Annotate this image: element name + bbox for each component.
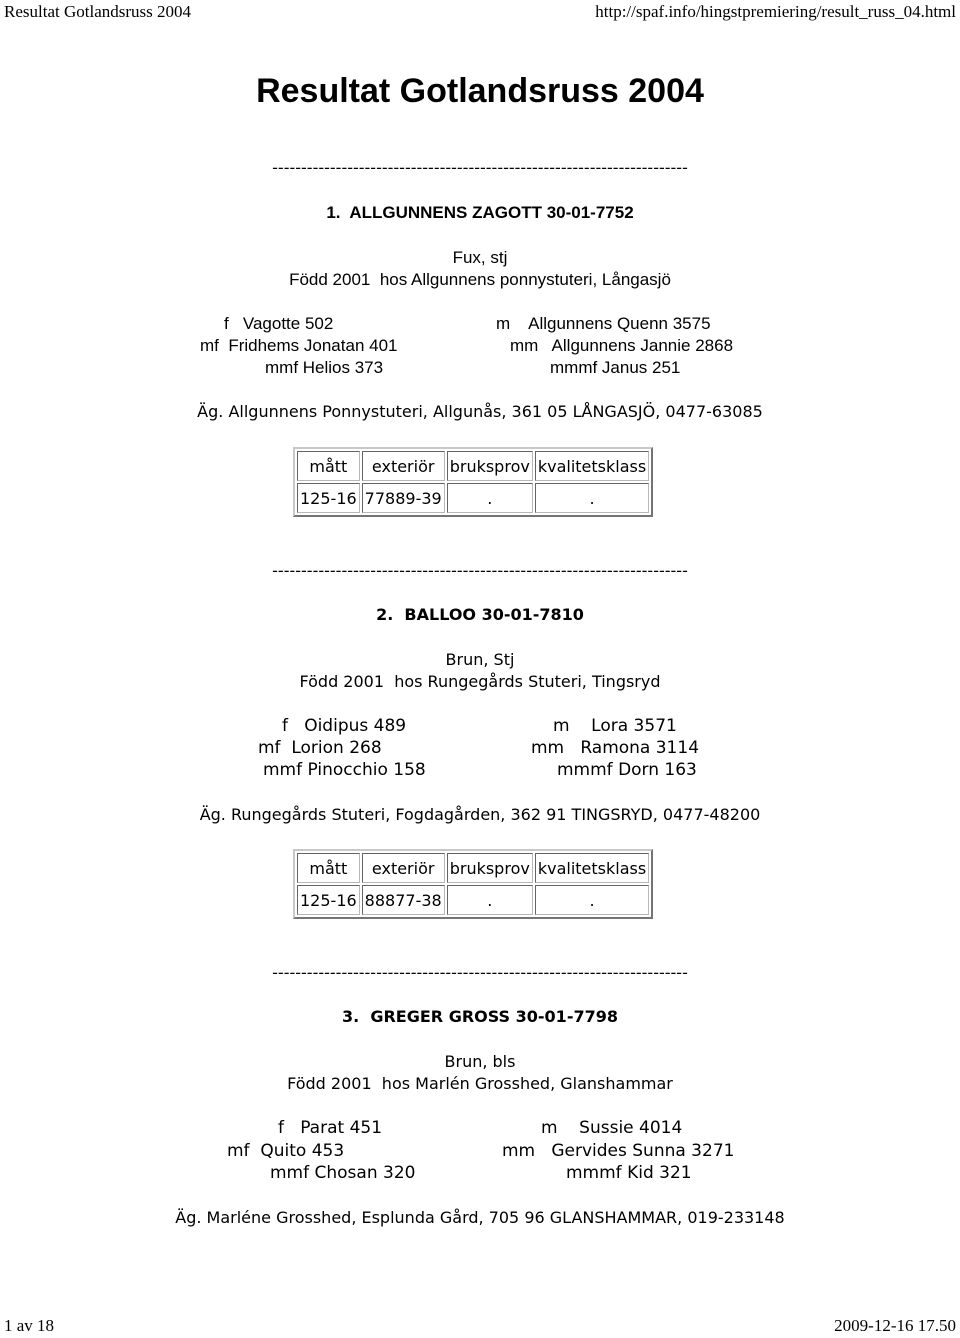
entry-title: 3. GREGER GROSS 30-01-7798 [342,1007,618,1026]
separator: ------------------------------------------------------------------------ [272,963,688,982]
entry-title: 1. ALLGUNNENS ZAGOTT 30-01-7752 [326,203,634,222]
header-cell: kvalitetsklass [535,853,649,883]
cell-exterior: 77889-39 [362,483,445,513]
cell-matt: 125-16 [297,483,360,513]
pedigree-f: f Vagotte 502 [224,314,334,333]
entry-color: Fux, stj [452,248,508,267]
pedigree-m: m Sussie 4014 [541,1118,683,1138]
header-cell: bruksprov [447,853,533,883]
header-cell: mått [297,451,360,481]
cell-exterior: 88877-38 [362,885,445,915]
table-header-row [297,451,649,481]
footer-page-number: 1 av 18 [4,1316,55,1335]
header-url: http://spaf.info/hingstpremiering/result_russ_04.html [595,2,956,21]
pedigree-mmf: mmf Pinocchio 158 [263,760,426,780]
entry-born: Född 2001 hos Marlén Grosshed, Glanshammar [287,1074,673,1093]
cell-kvalitetsklass: . [535,483,649,513]
cell-matt: 125-16 [297,885,360,915]
separator: ------------------------------------------------------------------------ [272,561,688,580]
entry-owner: Äg. Marléne Grosshed, Esplunda Gård, 705 96 GLANSHAMMAR, 019-233148 [175,1208,785,1227]
print-header [0,0,960,24]
header-cell: bruksprov [447,451,533,481]
entry-color: Brun, bls [444,1052,516,1071]
entry-born: Född 2001 hos Allgunnens ponnystuteri, Långasjö [289,270,671,289]
pedigree-mf: mf Lorion 268 [258,738,382,758]
pedigree-mm: mm Ramona 3114 [531,738,700,758]
pedigree-m: m Allgunnens Quenn 3575 [496,314,711,333]
cell-kvalitetsklass: . [535,885,649,915]
result-table [293,849,653,919]
pedigree-mm: mm Allgunnens Jannie 2868 [510,336,734,355]
entry-born: Född 2001 hos Rungegårds Stuteri, Tingsryd [299,672,661,691]
pedigree-mmf: mmf Helios 373 [265,358,384,377]
cell-bruksprov: . [447,885,533,915]
result-table [293,447,653,517]
pedigree-mmf: mmf Chosan 320 [270,1163,416,1183]
header-cell: kvalitetsklass [535,451,649,481]
pedigree-mmmf: mmmf Dorn 163 [557,760,697,780]
pedigree-mm: mm Gervides Sunna 3271 [502,1141,735,1161]
pedigree-mmmf: mmmf Janus 251 [550,358,681,377]
table-header-row [297,853,649,883]
table-row [297,483,649,513]
entry-color: Brun, Stj [445,650,515,669]
footer-timestamp: 2009-12-16 17.50 [834,1316,956,1335]
table-row [297,885,649,915]
entry-owner: Äg. Allgunnens Ponnystuteri, Allgunås, 361 05 LÅNGASJÖ, 0477-63085 [197,402,763,421]
pedigree-f: f Parat 451 [278,1118,383,1138]
page-title: Resultat Gotlandsruss 2004 [256,72,704,110]
pedigree-mf: mf Fridhems Jonatan 401 [200,336,398,355]
pedigree-f: f Oidipus 489 [282,716,407,736]
header-cell: mått [297,853,360,883]
header-cell: exteriör [362,853,445,883]
pedigree-mmmf: mmmf Kid 321 [566,1163,692,1183]
separator: ------------------------------------------------------------------------ [272,158,688,177]
pedigree-m: m Lora 3571 [553,716,677,736]
entry-owner: Äg. Rungegårds Stuteri, Fogdagården, 362 91 TINGSRYD, 0477-48200 [199,805,761,824]
print-footer [0,1316,960,1338]
header-cell: exteriör [362,451,445,481]
entry-title: 2. BALLOO 30-01-7810 [376,605,584,624]
cell-bruksprov: . [447,483,533,513]
pedigree-mf: mf Quito 453 [227,1141,345,1161]
header-page-title: Resultat Gotlandsruss 2004 [4,2,191,21]
